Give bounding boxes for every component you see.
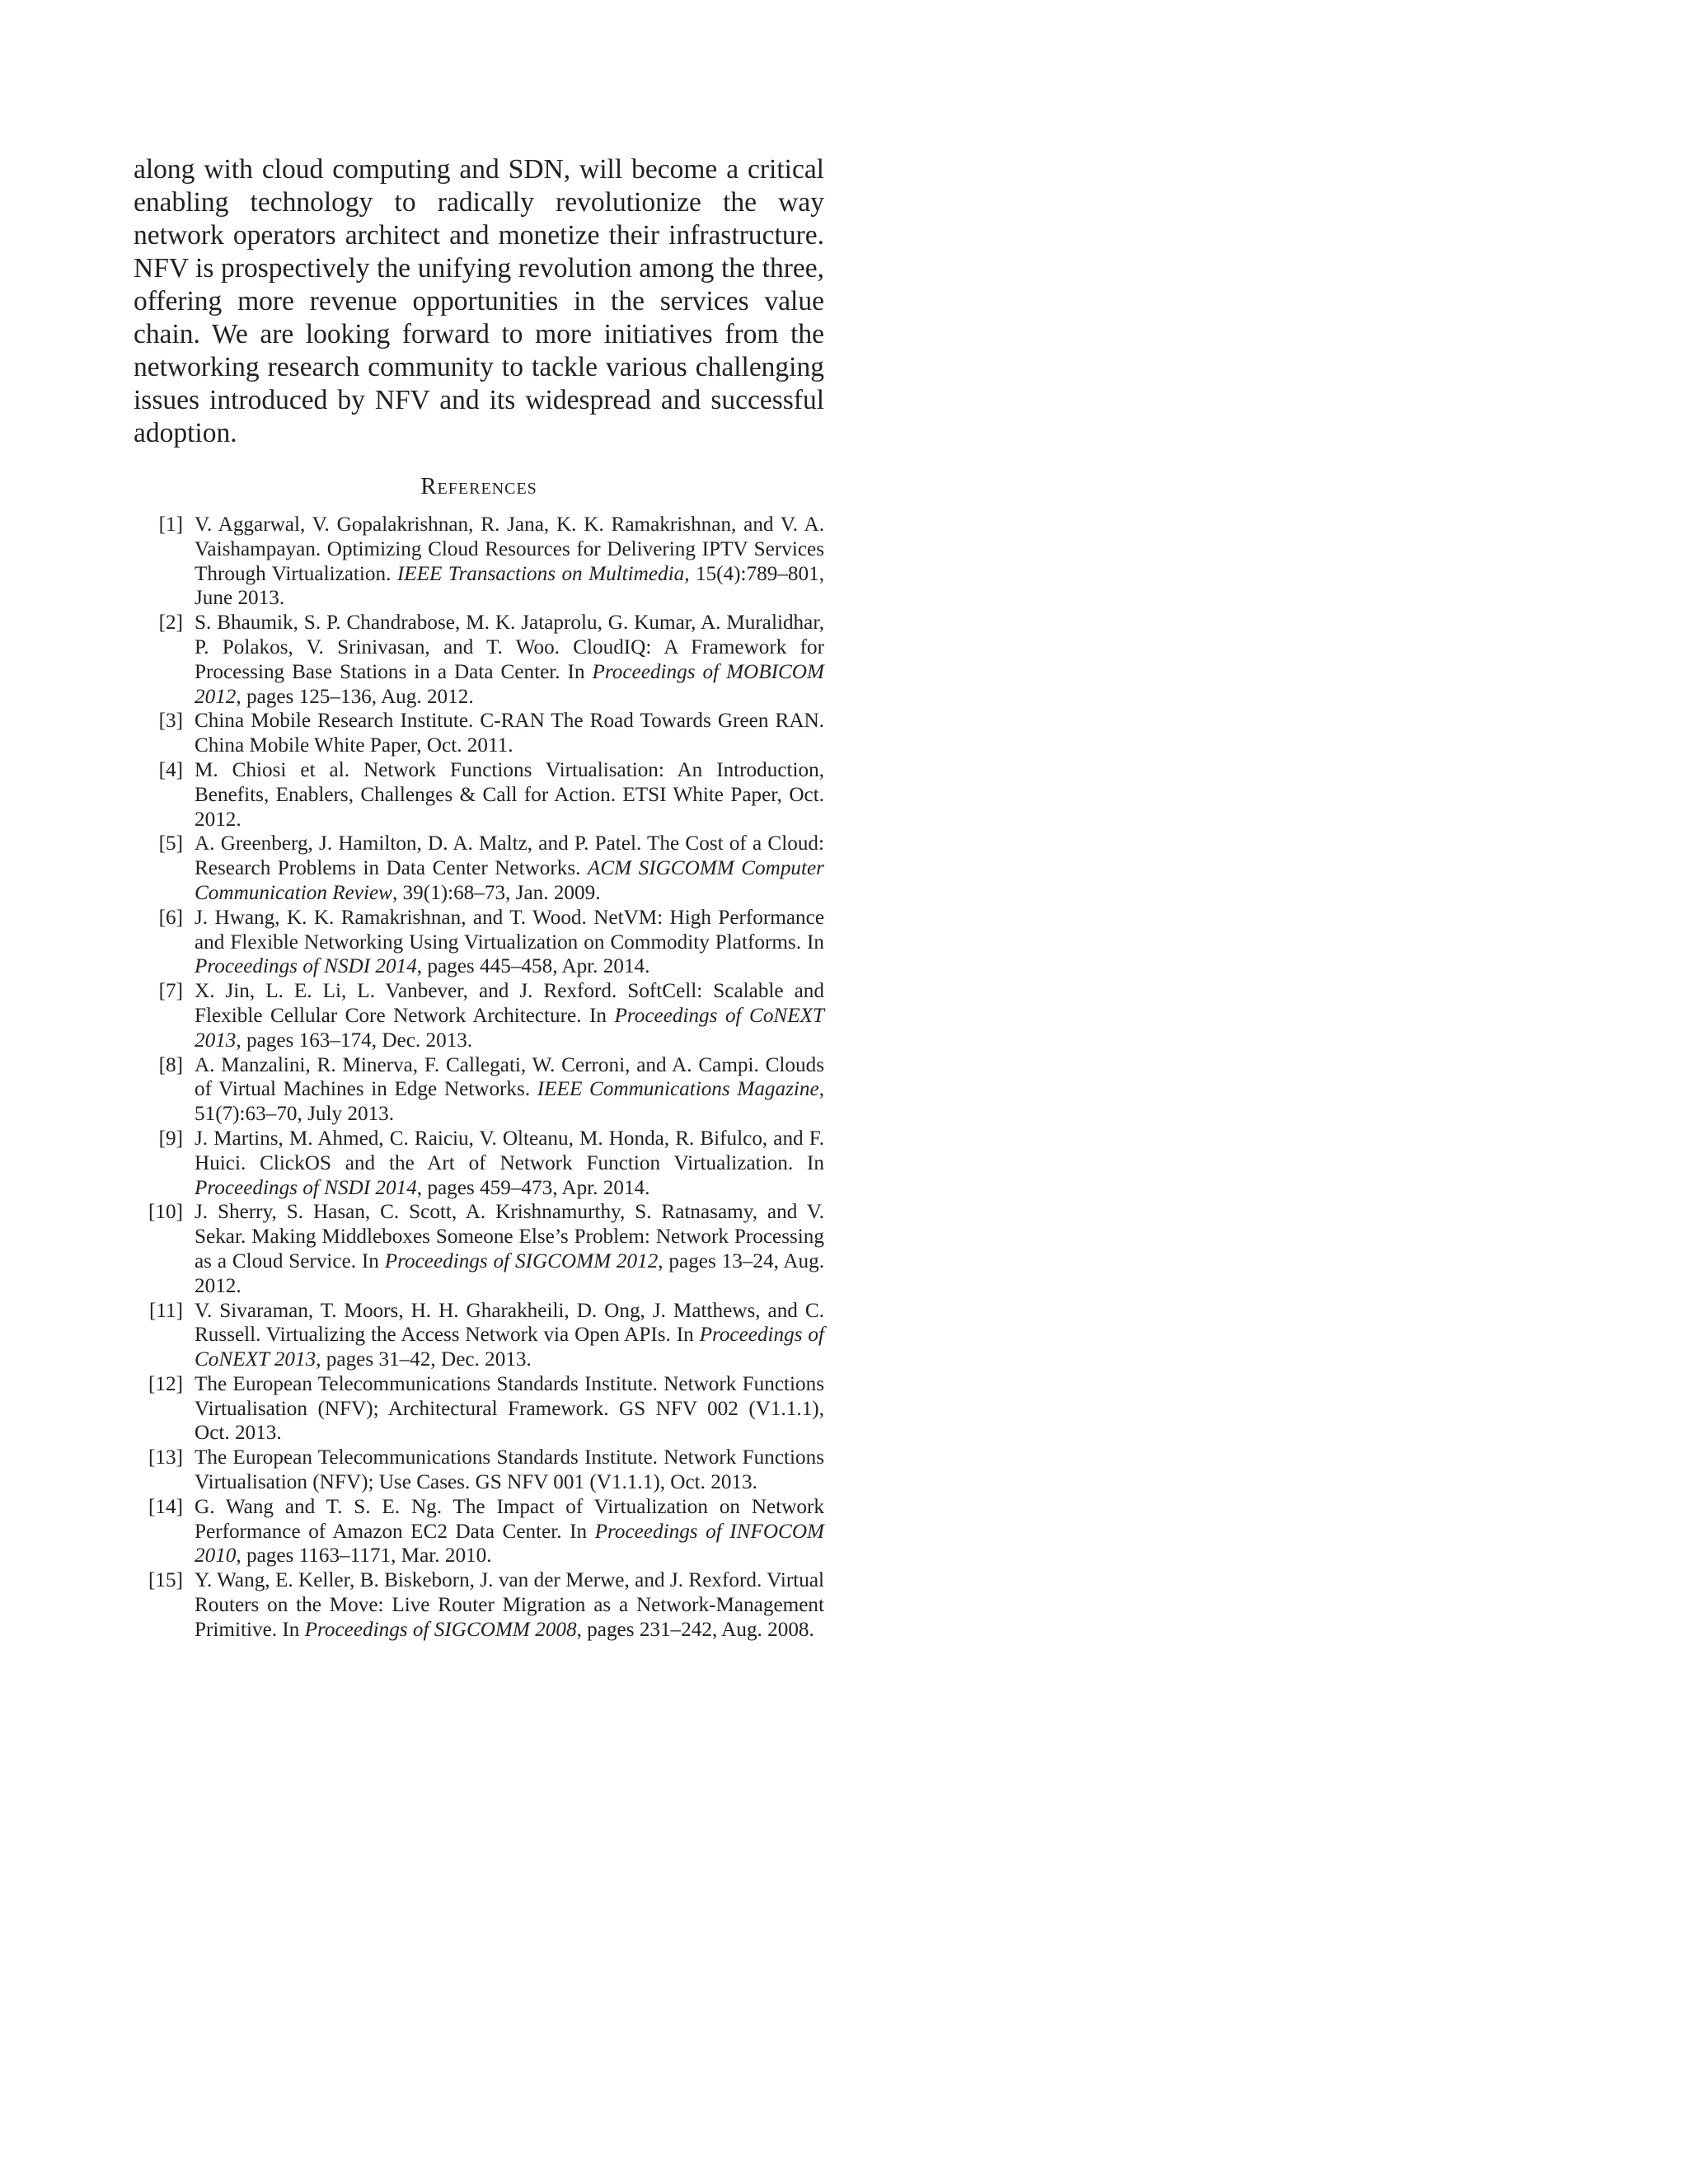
reference-venue: Proceedings of NSDI 2014: [195, 1176, 417, 1199]
reference-fragment: G. Wang and T. S. E. Ng. The Impact of Virtualization on Network Performance of Amazon EC2 Data Center. In: [195, 1495, 824, 1543]
reference-venue: Proceedings of SIGCOMM 2012: [384, 1249, 659, 1272]
reference-fragment: , pages 231–242, Aug. 2008.: [576, 1618, 814, 1641]
reference-venue: Proceedings of MOBICOM 2012: [195, 660, 824, 708]
reference-fragment: , 51(7):63–70, July 2013.: [195, 1078, 824, 1126]
reference-number: [13]: [148, 1446, 183, 1469]
reference-text: [195, 709, 824, 758]
reference-venue: Proceedings of NSDI 2014: [195, 955, 417, 978]
reference-item: [134, 1495, 824, 1568]
body-paragraph: along with cloud computing and SDN, will become a critical enabling technology to radically revolutionize the way network operators architect and monetize their infrastructure. NFV is prospectively the unifying revolution among the three, offering more revenue opportunities in the services value chain. We are looking forward to more initiatives from the networking research community to tackle various challenging issues introduced by NFV and its widespread and successful adoption.: [134, 154, 824, 448]
reference-item: [134, 1446, 824, 1495]
reference-venue: Proceedings of INFOCOM 2010: [195, 1520, 824, 1568]
reference-fragment: S. Bhaumik, S. P. Chandrabose, M. K. Jataprolu, G. Kumar, A. Muralidhar, P. Polakos, V. Srinivasan, and T. Woo. CloudIQ: A Framework for Processing Base Stations in a Data Center. In: [195, 612, 824, 683]
reference-fragment: X. Jin, L. E. Li, L. Vanbever, and J. Rexford. SoftCell: Scalable and Flexible Cellular Core Network Architecture. In: [195, 980, 824, 1027]
reference-number: [2]: [158, 612, 183, 635]
reference-fragment: , pages 459–473, Apr. 2014.: [416, 1176, 650, 1199]
reference-text: [195, 758, 824, 832]
reference-fragment: , 39(1):68–73, Jan. 2009.: [392, 881, 601, 904]
reference-item: [134, 1200, 824, 1298]
reference-item: [134, 758, 824, 832]
reference-number: [4]: [158, 758, 183, 781]
reference-text: [195, 1495, 824, 1568]
reference-text: [195, 1372, 824, 1446]
references-heading: References: [420, 473, 537, 499]
text-column: [134, 153, 824, 1643]
reference-number: [5]: [158, 832, 183, 855]
reference-fragment: A. Greenberg, J. Hamilton, D. A. Maltz, and P. Patel. The Cost of a Cloud: Research Problems in Data Center Networks.: [195, 832, 824, 880]
reference-venue: IEEE Communications Magazine: [537, 1078, 819, 1101]
reference-venue: Proceedings of SIGCOMM 2008: [304, 1618, 577, 1641]
reference-number: [15]: [148, 1569, 183, 1592]
reference-text: [195, 1053, 824, 1127]
reference-text: [195, 1568, 824, 1642]
reference-fragment: Y. Wang, E. Keller, B. Biskeborn, J. van der Merwe, and J. Rexford. Virtual Routers on the Move: Live Router Migration as a Network-Management Primitive. In: [195, 1569, 824, 1641]
reference-fragment: M. Chiosi et al. Network Functions Virtualisation: An Introduction, Benefits, Enablers, Challenges & Call for Action. ETSI White Paper, Oct. 2012.: [195, 758, 824, 831]
reference-text: [195, 611, 824, 709]
reference-item: [134, 1299, 824, 1372]
reference-fragment: The European Telecommunications Standards Institute. Network Functions Virtualisation (NFV); Use Cases. GS NFV 001 (V1.1.1), Oct. 2013.: [195, 1446, 824, 1494]
reference-fragment: , pages 31–42, Dec. 2013.: [316, 1348, 532, 1371]
reference-text: [195, 906, 824, 979]
reference-number: [6]: [158, 906, 183, 929]
reference-text: [195, 1127, 824, 1200]
reference-venue: ACM SIGCOMM Computer Communication Review: [195, 857, 824, 904]
reference-fragment: China Mobile Research Institute. C-RAN The Road Towards Green RAN. China Mobile White Paper, Oct. 2011.: [195, 710, 824, 757]
reference-venue: Proceedings of CoNEXT 2013: [195, 1324, 824, 1371]
reference-venue: Proceedings of CoNEXT 2013: [195, 1004, 824, 1052]
reference-number: [7]: [158, 980, 183, 1003]
reference-fragment: V. Aggarwal, V. Gopalakrishnan, R. Jana, K. K. Ramakrishnan, and V. A. Vaishampayan. Optimizing Cloud Resources for Delivering IPTV Services Through Virtualization.: [195, 513, 824, 585]
reference-fragment: , pages 163–174, Dec. 2013.: [236, 1029, 473, 1052]
reference-item: [134, 709, 824, 758]
reference-fragment: The European Telecommunications Standards Institute. Network Functions Virtualisation (NFV); Architectural Framework. GS NFV 002 (V1.1.1), Oct. 2013.: [195, 1372, 824, 1445]
reference-text: [195, 1446, 824, 1495]
reference-item: [134, 979, 824, 1052]
reference-item: [134, 1053, 824, 1127]
reference-number: [3]: [158, 710, 183, 733]
reference-text: [195, 1299, 824, 1372]
reference-fragment: V. Sivaraman, T. Moors, H. H. Gharakheili, D. Ong, J. Matthews, and C. Russell. Virtualizing the Access Network via Open APIs. In: [195, 1299, 824, 1347]
reference-number: [8]: [158, 1053, 183, 1076]
reference-number: [10]: [148, 1201, 183, 1224]
reference-fragment: J. Hwang, K. K. Ramakrishnan, and T. Wood. NetVM: High Performance and Flexible Networking Using Virtualization on Commodity Platforms. In: [195, 906, 824, 954]
reference-fragment: , pages 445–458, Apr. 2014.: [416, 955, 650, 978]
reference-fragment: , pages 1163–1171, Mar. 2010.: [236, 1544, 492, 1568]
reference-list: [134, 513, 824, 1643]
reference-number: [1]: [158, 513, 183, 536]
reference-fragment: , pages 13–24, Aug. 2012.: [195, 1249, 824, 1297]
reference-fragment: J. Sherry, S. Hasan, C. Scott, A. Krishnamurthy, S. Ratnasamy, and V. Sekar. Making Middleboxes Someone Else’s Problem: Network Processing as a Cloud Service. In: [195, 1201, 824, 1272]
reference-text: [195, 1200, 824, 1298]
reference-item: [134, 1372, 824, 1446]
reference-number: [11]: [148, 1299, 183, 1322]
reference-text: [195, 832, 824, 905]
reference-fragment: J. Martins, M. Ahmed, C. Raiciu, V. Olteanu, M. Honda, R. Bifulco, and F. Huici. ClickOS and the Art of Network Function Virtualization. In: [195, 1127, 824, 1174]
reference-number: [12]: [148, 1372, 183, 1395]
reference-fragment: , 15(4):789–801, June 2013.: [195, 562, 824, 610]
reference-item: [134, 906, 824, 979]
reference-number: [14]: [148, 1495, 183, 1518]
reference-fragment: , pages 125–136, Aug. 2012.: [236, 685, 474, 708]
reference-item: [134, 611, 824, 709]
reference-text: [195, 979, 824, 1052]
reference-item: [134, 1127, 824, 1200]
reference-item: [134, 1568, 824, 1642]
reference-text: [195, 513, 824, 611]
reference-item: [134, 513, 824, 611]
reference-fragment: A. Manzalini, R. Minerva, F. Callegati, W. Cerroni, and A. Campi. Clouds of Virtual Machines in Edge Networks.: [195, 1053, 824, 1101]
reference-venue: IEEE Transactions on Multimedia: [396, 562, 685, 585]
reference-item: [134, 832, 824, 905]
reference-number: [9]: [158, 1127, 183, 1150]
